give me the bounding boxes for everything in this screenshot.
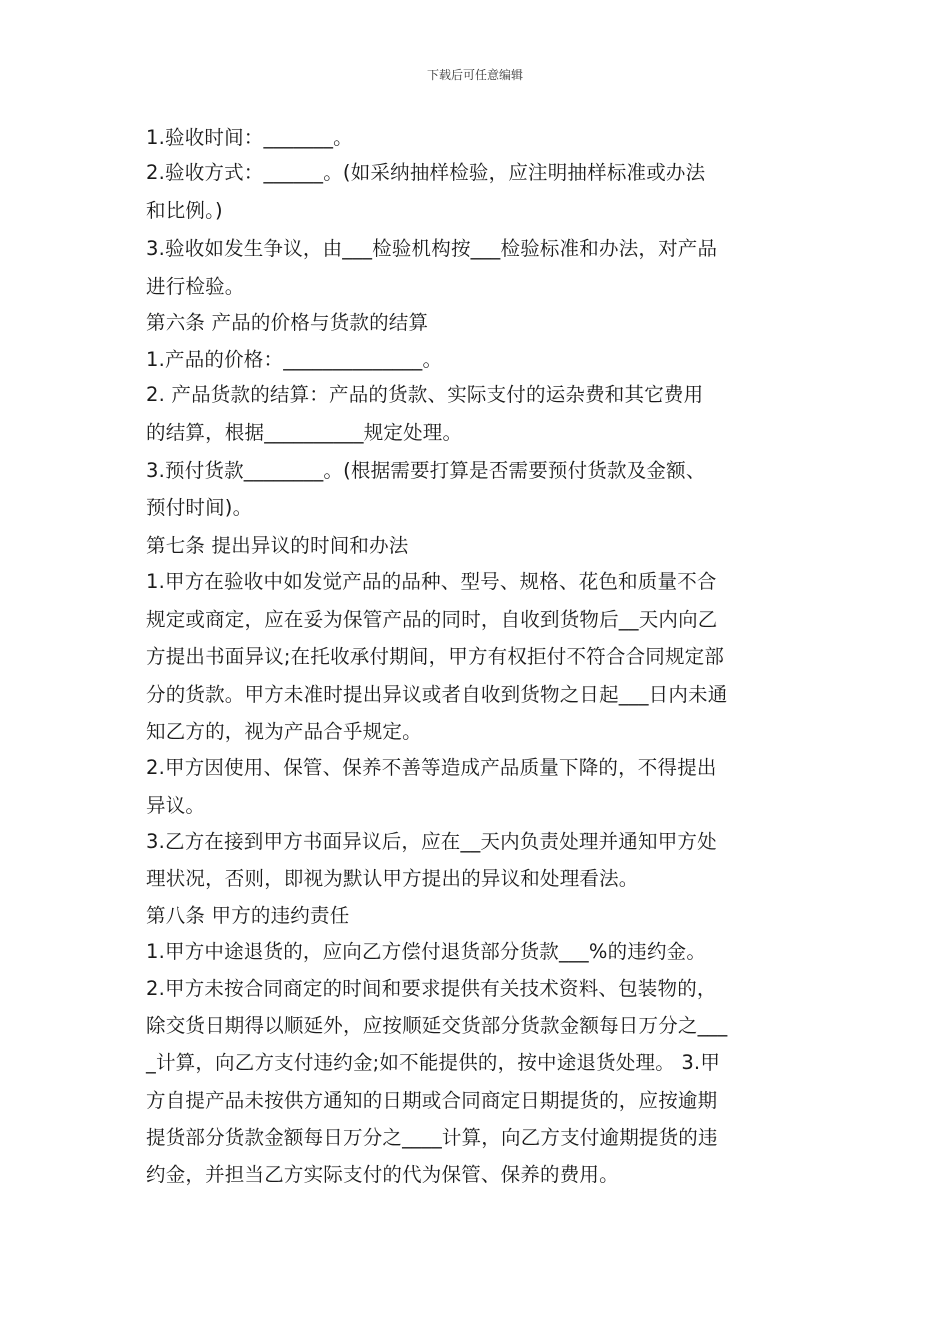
text-line: 1.甲方中途退货的，应向乙方偿付退货部分货款___%的违约金。 [146, 940, 707, 963]
text-line: 2.验收方式：______。(如采纳抽样检验，应注明抽样标准或办法 [146, 161, 706, 184]
text-line: 预付时间)。 [146, 496, 253, 519]
text-line: _计算，向乙方支付违约金;如不能提供的，按中途退货处理。 3.甲 [146, 1051, 721, 1074]
text-line: 和比例。) [146, 199, 223, 222]
text-line: 3.乙方在接到甲方书面异议后，应在__天内负责处理并通知甲方处 [146, 830, 717, 853]
section-heading: 第七条 提出异议的时间和办法 [146, 534, 409, 557]
text-line: 方提出书面异议;在托收承付期间，甲方有权拒付不符合合同规定部 [146, 645, 725, 668]
section-heading: 第六条 产品的价格与货款的结算 [146, 311, 429, 334]
text-line: 2.甲方因使用、保管、保养不善等造成产品质量下降的，不得提出 [146, 756, 717, 779]
page-header: 下载后可任意编辑 [426, 68, 523, 82]
text-line: 分的货款。甲方未准时提出异议或者自收到货物之日起___日内未通 [146, 683, 728, 706]
text-line: 约金，并担当乙方实际支付的代为保管、保养的费用。 [146, 1163, 619, 1186]
text-line: 异议。 [146, 794, 206, 817]
text-line: 3.预付货款________。(根据需要打算是否需要预付货款及金额、 [146, 459, 706, 482]
text-line: 规定或商定，应在妥为保管产品的同时，自收到货物后__天内向乙 [146, 608, 718, 631]
text-line: 提货部分货款金额每日万分之____计算，向乙方支付逾期提货的违 [146, 1126, 718, 1149]
text-line: 除交货日期得以顺延外，应按顺延交货部分货款金额每日万分之___ [146, 1014, 728, 1037]
text-line: 方自提产品未按供方通知的日期或合同商定日期提货的，应按逾期 [146, 1089, 718, 1112]
section-heading: 第八条 甲方的违约责任 [146, 904, 350, 927]
text-line: 1.甲方在验收中如发觉产品的品种、型号、规格、花色和质量不合 [146, 570, 717, 593]
text-line: 理状况，否则，即视为默认甲方提出的异议和处理看法。 [146, 867, 639, 890]
text-line: 2.甲方未按合同商定的时间和要求提供有关技术资料、包装物的， [146, 977, 717, 1000]
text-line: 进行检验。 [146, 275, 245, 298]
text-line: 的结算，根据__________规定处理。 [146, 421, 463, 444]
text-line: 3.验收如发生争议，由___检验机构按___检验标准和办法，对产品 [146, 237, 718, 260]
text-line: 1.验收时间：_______。 [146, 126, 353, 149]
text-line: 知乙方的，视为产品合乎规定。 [146, 720, 422, 743]
text-line: 2. 产品货款的结算：产品的货款、实际支付的运杂费和其它费用 [146, 383, 704, 406]
text-line: 1.产品的价格：______________。 [146, 348, 443, 371]
